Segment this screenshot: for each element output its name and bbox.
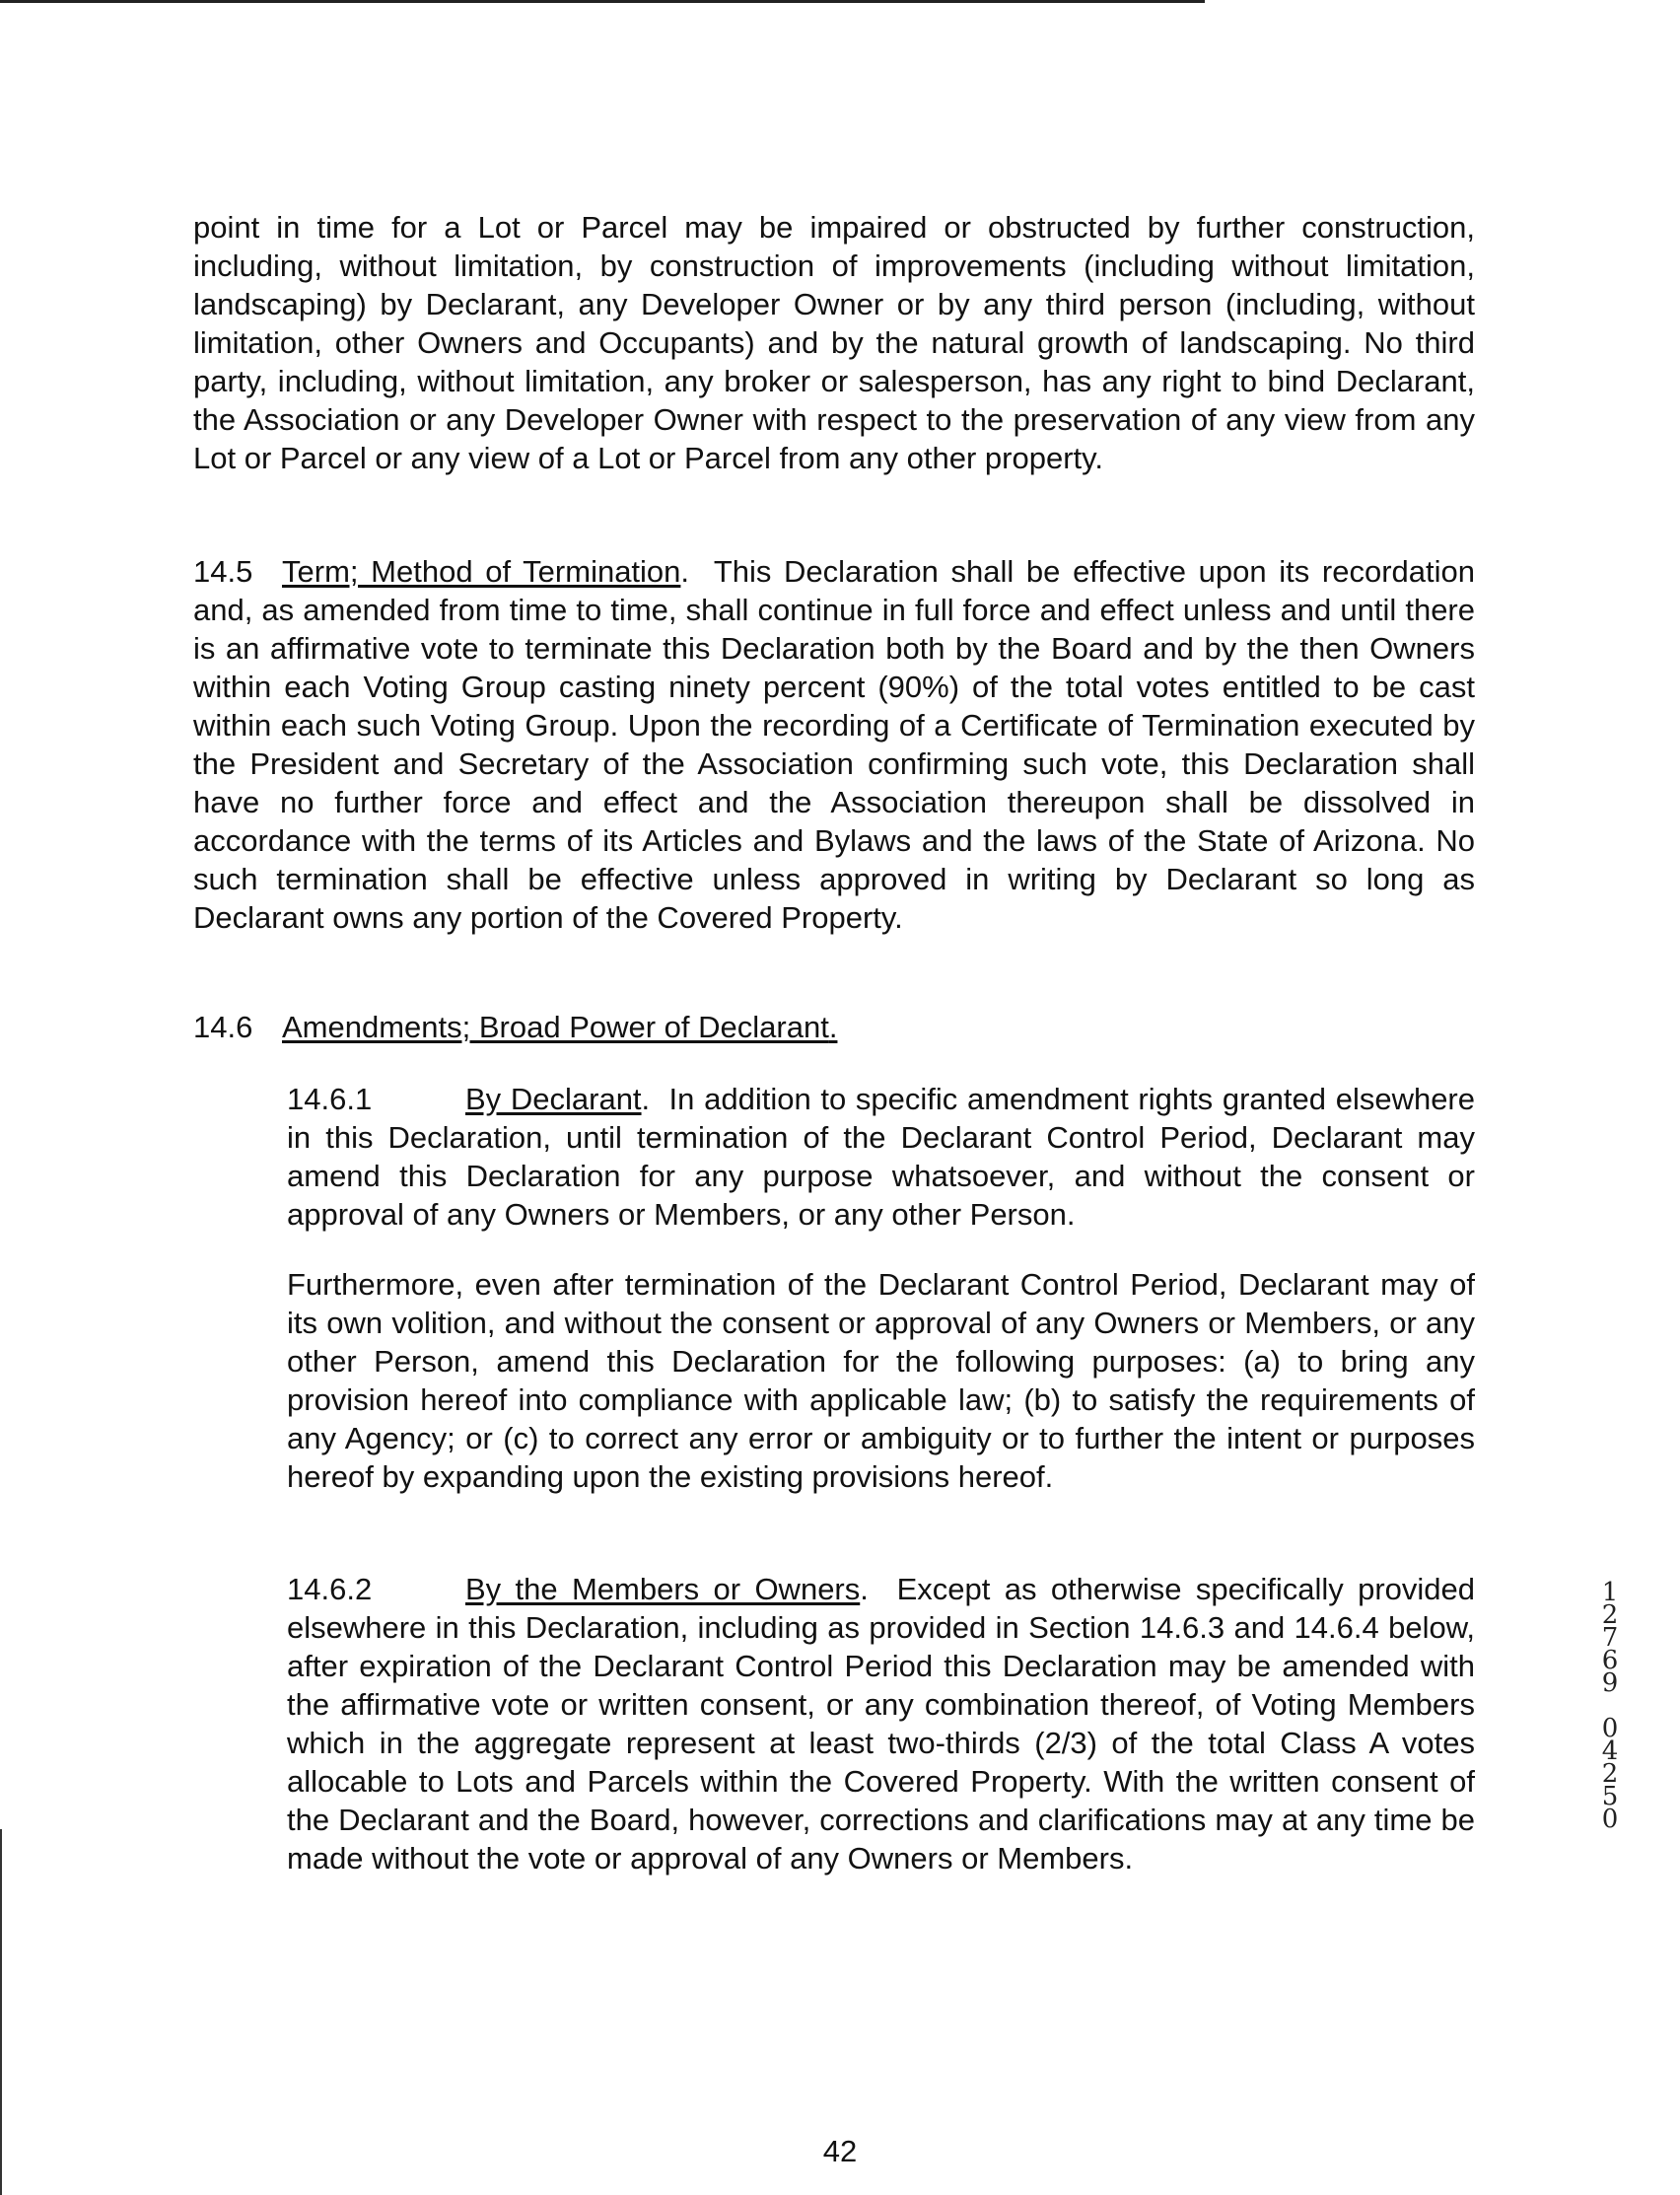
section-text: In addition to specific amendment rights granted elsewhere in this Declaration, until termination of the Declarant Control Period, Declarant may amend this Declaration for any purpose whatsoever, and without the consent or approval of any Owners or Members, or any other Person.: [287, 1082, 1475, 1232]
recording-number-char: 5: [1601, 1782, 1619, 1811]
recording-number-char: 1: [1601, 1578, 1619, 1607]
section-14-6-1-furthermore: Furthermore, even after termination of the Declarant Control Period, Declarant may of its own volition, and without the consent or approval of any Owners or Members, or any other Person, amend this Declaration for the following purposes: (a) to bring any provision hereof into compliance with applicable law; (b) to satisfy the requirements of any Agency; or (c) to correct any error or ambiguity or to further the intent or purposes hereof by expanding upon the existing provisions hereof.: [287, 1267, 1475, 1494]
section-text: This Declaration shall be effective upon its recordation and, as amended from time to time, shall continue in full force and effect unless and until there is an affirmative vote to terminate this Declaration both by the Board and by the then Owners within each Voting Group casting ninety percent (90%) of the total votes entitled to be cast within each such Voting Group. Upon the recording of a Certificate of Termination executed by the President and Secretary of the Association confirming such vote, this Declaration shall have no further force and effect and the Association thereupon shall be dissolved in accordance with the terms of its Articles and Bylaws and the laws of the State of Arizona. No such termination shall be effective unless approved in writing by Declarant so long as Declarant owns any portion of the Covered Property.: [193, 554, 1475, 935]
recording-number-char: 7: [1601, 1623, 1619, 1653]
page-number: 42: [822, 2134, 858, 2168]
section-14-5: 14.5 Term; Method of Termination. This Declaration shall be effective upon its recordation and, as amended from time to time, shall continue in full force and effect unless and until there is an affirmative vote to terminate this Declaration both by the Board and by the then Owners within each Voting Group casting ninety percent (90%) of the total votes entitled to be cast within each such Voting Group. Upon the recording of a Certificate of Termination executed by the President and Secretary of the Association confirming such vote, this Declaration shall have no further force and effect and the Association thereupon shall be dissolved in accordance with the terms of its Articles and Bylaws and the laws of the State of Arizona. No such termination shall be effective unless approved in writing by Declarant so long as Declarant owns any portion of the Covered Property.: [193, 554, 1475, 935]
section-title: By the Members or Owners: [465, 1572, 861, 1606]
recording-number-char: 9: [1601, 1668, 1619, 1698]
continuation-paragraph: point in time for a Lot or Parcel may be impaired or obstructed by further construction, including, without limitation, by construction of improvements (including without limitation, landscaping) by Declarant, any Developer Owner or by any third person (including, without limitation, other Owners and Occupants) and by the natural growth of landscaping. No third party, including, without limitation, any broker or salesperson, has any right to bind Declarant, the Association or any Developer Owner with respect to the preservation of any view from any Lot or Parcel or any view of a Lot or Parcel from any other property.: [193, 210, 1475, 475]
section-number: 14.6.1: [287, 1082, 373, 1116]
section-title: Term; Method of Termination: [282, 554, 681, 589]
recording-number-char: 4: [1601, 1736, 1619, 1766]
section-14-6-heading: 14.6 Amendments; Broad Power of Declarant.: [193, 1010, 838, 1044]
section-title: Amendments; Broad Power of Declarant: [282, 1010, 829, 1044]
section-text: Except as otherwise specifically provided elsewhere in this Declaration, including as provided in Section 14.6.3 and 14.6.4 below, after expiration of the Declarant Control Period this Declaration may be amended with the affirmative vote or written consent, or any combination thereof, of Voting Members which in the aggregate represent at least two-thirds (2/3) of the total Class A votes allocable to Lots and Parcels within the Covered Property. With the written consent of the Declarant and the Board, however, corrections and clarifications may at any time be made without the vote or approval of any Owners or Members.: [287, 1572, 1475, 1876]
recording-number-char: 6: [1601, 1646, 1619, 1675]
section-number: 14.6.2: [287, 1572, 373, 1606]
recording-number-char: 0: [1601, 1805, 1619, 1834]
section-number: 14.5: [193, 554, 253, 589]
section-title: By Declarant: [465, 1082, 642, 1116]
section-14-6-1: 14.6.1 By Declarant. In addition to specific amendment rights granted elsewhere in this Declaration, until termination of the Declarant Control Period, Declarant may amend this Declaration for any purpose whatsoever, and without the consent or approval of any Owners or Members, or any other Person.: [287, 1082, 1475, 1232]
section-number: 14.6: [193, 1010, 253, 1044]
recording-number-char: 0: [1601, 1714, 1619, 1743]
recording-number-char: 2: [1601, 1759, 1619, 1789]
scan-border-top: [0, 0, 1205, 3]
recording-number-char: 2: [1601, 1600, 1619, 1630]
recording-number: [1598, 1578, 1622, 1834]
section-14-6-2: 14.6.2 By the Members or Owners. Except as otherwise specifically provided elsewhere in this Declaration, including as provided in Section 14.6.3 and 14.6.4 below, after expiration of the Declarant Control Period this Declaration may be amended with the affirmative vote or written consent, or any combination thereof, of Voting Members which in the aggregate represent at least two-thirds (2/3) of the total Class A votes allocable to Lots and Parcels within the Covered Property. With the written consent of the Declarant and the Board, however, corrections and clarifications may at any time be made without the vote or approval of any Owners or Members.: [287, 1572, 1475, 1876]
